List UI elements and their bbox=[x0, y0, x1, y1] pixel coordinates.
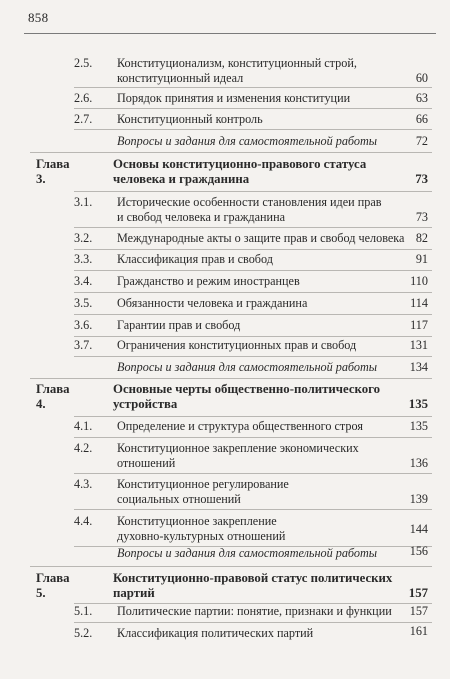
divider bbox=[74, 227, 432, 228]
chapter-title-line: Конституционно-правовой статус политических bbox=[113, 571, 393, 585]
toc-entry-title-line: социальных отношений bbox=[117, 492, 241, 506]
toc-entry-title: Обязанности человека и гражданина bbox=[117, 296, 308, 310]
toc-entry-page: 136 bbox=[409, 456, 428, 470]
toc-entry-title bbox=[117, 441, 382, 471]
toc-entry-title-line: отношений bbox=[117, 456, 176, 470]
toc-entry-number: 3.4. bbox=[74, 274, 93, 288]
toc-entry-page: 134 bbox=[409, 360, 428, 374]
chapter-page: 157 bbox=[408, 586, 428, 600]
toc-entry-page: 91 bbox=[415, 252, 428, 266]
toc-entry-title-line: духовно-культурных отношений bbox=[117, 529, 286, 543]
divider bbox=[74, 249, 432, 250]
chapter-title bbox=[113, 571, 393, 601]
toc-entry-number: 4.2. bbox=[74, 441, 93, 455]
divider bbox=[74, 437, 432, 438]
chapter-title-line: партий bbox=[113, 586, 155, 600]
toc-entry-page: 60 bbox=[415, 71, 428, 85]
toc-entry-title: Конституционный контроль bbox=[117, 112, 263, 126]
divider bbox=[74, 191, 432, 192]
toc-entry-number: 2.6. bbox=[74, 91, 93, 105]
toc-entry-number: 4.1. bbox=[74, 419, 93, 433]
toc-entry-title: Порядок принятия и изменения конституции bbox=[117, 91, 351, 105]
toc-entry-page: 161 bbox=[409, 624, 428, 638]
toc-entry-page: 144 bbox=[409, 522, 428, 536]
toc-entry-page: 135 bbox=[409, 419, 428, 433]
divider bbox=[74, 292, 432, 293]
toc-entry-number: 3.6. bbox=[74, 318, 93, 332]
toc-entry-number: 2.5. bbox=[74, 56, 93, 70]
toc-entry-title-line: Конституционное закрепление экономических bbox=[117, 441, 359, 455]
toc-entry-title: Вопросы и задания для самостоятельной работы bbox=[117, 546, 378, 560]
toc-entry-page: 73 bbox=[415, 210, 428, 224]
toc-entry-page: 82 bbox=[415, 231, 428, 245]
chapter-title-line: человека и гражданина bbox=[113, 172, 250, 186]
toc-entry-title-line: Конституционализм, конституционный строй, bbox=[117, 56, 357, 70]
toc-entry-page: 156 bbox=[409, 544, 428, 558]
divider bbox=[74, 509, 432, 510]
toc-entry-title: Политические партии: понятие, признаки и функции bbox=[117, 604, 392, 618]
divider bbox=[74, 270, 432, 271]
toc-entry-title-line: Конституционное регулирование bbox=[117, 477, 289, 491]
chapter-page: 135 bbox=[408, 397, 428, 411]
toc-entry-number: 5.1. bbox=[74, 604, 93, 618]
toc-entry-page: 157 bbox=[409, 604, 428, 618]
divider bbox=[74, 622, 432, 623]
toc-entry-title bbox=[117, 195, 382, 225]
divider bbox=[74, 87, 432, 88]
toc-entry-title: Гарантии прав и свобод bbox=[117, 318, 241, 332]
toc-entry-title: Классификация политических партий bbox=[117, 626, 314, 640]
toc-entry-title bbox=[117, 56, 382, 86]
divider bbox=[74, 416, 432, 417]
divider bbox=[74, 129, 432, 130]
divider bbox=[74, 314, 432, 315]
toc-entry-number: 3.5. bbox=[74, 296, 93, 310]
chapter-title bbox=[113, 382, 393, 412]
toc-entry-number: 4.4. bbox=[74, 514, 93, 528]
toc-entry-page: 63 bbox=[415, 91, 428, 105]
toc-entry-page: 139 bbox=[409, 492, 428, 506]
toc-entry-number: 5.2. bbox=[74, 626, 93, 640]
toc-entry-title-line: конституционный идеал bbox=[117, 71, 244, 85]
toc-entry-title-line: Исторические особенности становления идеи прав bbox=[117, 195, 382, 209]
toc-entry-title-line: и свобод человека и гражданина bbox=[117, 210, 286, 224]
divider bbox=[30, 378, 432, 379]
toc-entry-page: 117 bbox=[410, 318, 428, 332]
toc-entry-title: Гражданство и режим иностранцев bbox=[117, 274, 300, 288]
toc-entry-title-line: Конституционное закрепление bbox=[117, 514, 277, 528]
toc-entry-page: 72 bbox=[415, 134, 428, 148]
chapter-title-line: Основы конституционно-правового статуса bbox=[113, 157, 367, 171]
toc-entry-title: Вопросы и задания для самостоятельной работы bbox=[117, 134, 378, 148]
toc-entry-number: 3.3. bbox=[74, 252, 93, 266]
divider bbox=[74, 336, 432, 337]
toc-entry-title: Международные акты о защите прав и свобод человека bbox=[117, 231, 405, 245]
divider bbox=[74, 108, 432, 109]
toc-entry-page: 131 bbox=[409, 338, 428, 352]
toc-entry-number: 2.7. bbox=[74, 112, 93, 126]
toc-entry-page: 114 bbox=[410, 296, 428, 310]
toc-entry-number: 3.1. bbox=[74, 195, 93, 209]
toc-entry-number: 3.2. bbox=[74, 231, 93, 245]
toc-entry-number: 4.3. bbox=[74, 477, 93, 491]
page-number: 858 bbox=[28, 10, 49, 25]
divider bbox=[74, 356, 432, 357]
chapter-page: 73 bbox=[415, 172, 428, 186]
divider bbox=[30, 152, 432, 153]
toc-entry-title: Ограничения конституционных прав и свобод bbox=[117, 338, 357, 352]
toc-entry-page: 110 bbox=[410, 274, 428, 288]
toc-entry-page: 66 bbox=[415, 112, 428, 126]
toc-entry-title: Вопросы и задания для самостоятельной работы bbox=[117, 360, 378, 374]
header-rule bbox=[24, 33, 436, 34]
chapter-label: Глава 3. bbox=[36, 157, 70, 186]
toc-entry-title bbox=[117, 477, 382, 507]
divider bbox=[30, 566, 432, 567]
divider bbox=[74, 473, 432, 474]
chapter-title-line: устройства bbox=[113, 397, 178, 411]
toc-entry-title: Классификация прав и свобод bbox=[117, 252, 273, 266]
toc-entry-title: Определение и структура общественного строя bbox=[117, 419, 363, 433]
chapter-title bbox=[113, 157, 393, 187]
toc-entry-title bbox=[117, 514, 382, 544]
chapter-label: Глава 5. bbox=[36, 571, 70, 600]
toc-entry-number: 3.7. bbox=[74, 338, 93, 352]
chapter-title-line: Основные черты общественно-политического bbox=[113, 382, 381, 396]
chapter-label: Глава 4. bbox=[36, 382, 70, 411]
